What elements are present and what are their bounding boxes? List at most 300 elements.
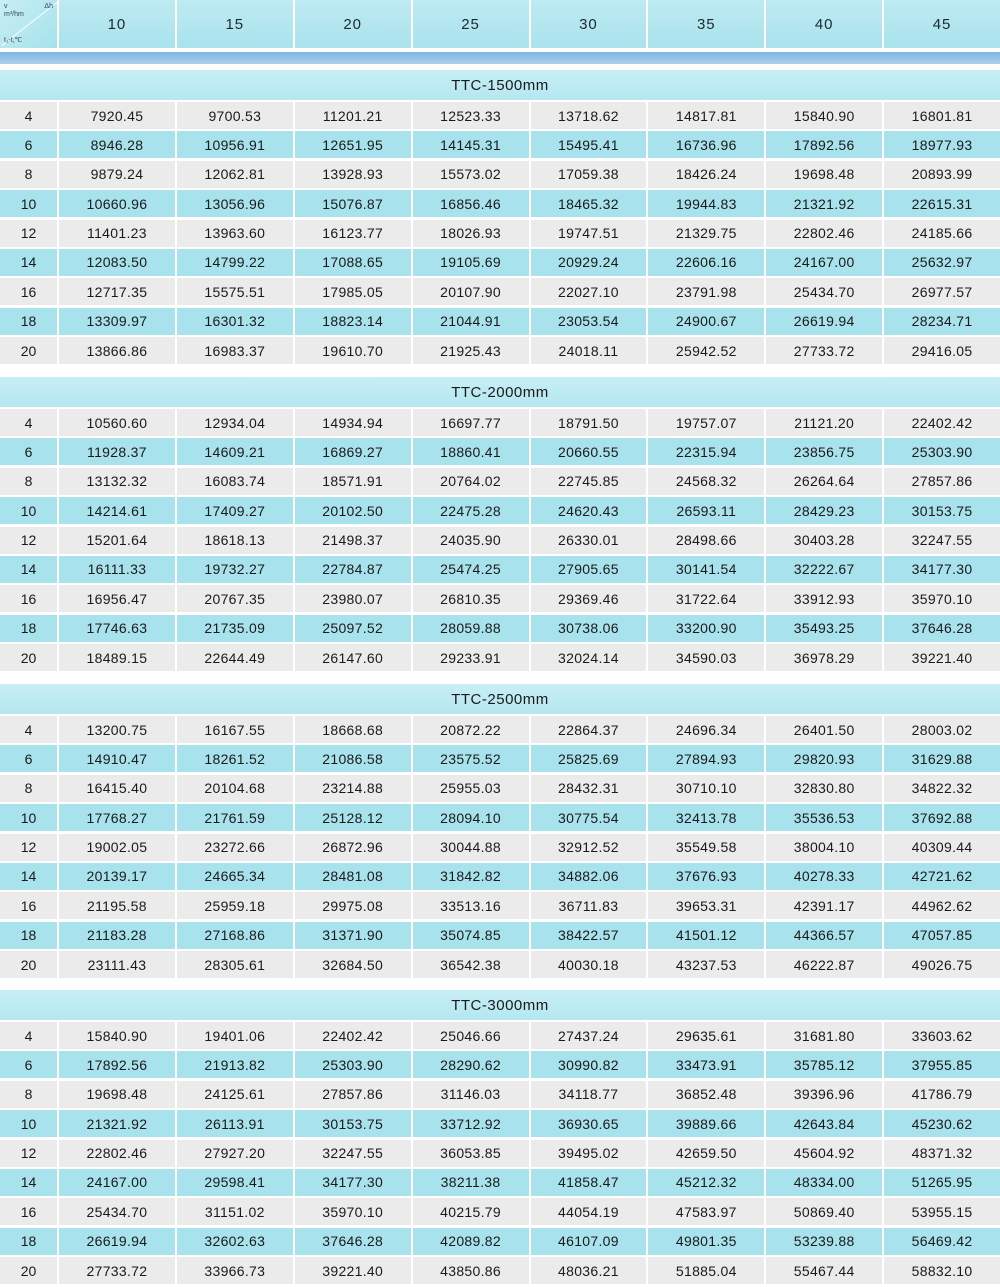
table-cell: 22784.87 bbox=[295, 556, 411, 583]
table-cell: 33513.16 bbox=[413, 892, 529, 919]
table-cell: 21044.91 bbox=[413, 308, 529, 335]
table-row bbox=[0, 1022, 1000, 1049]
row-header-cell: 4 bbox=[0, 716, 57, 743]
table-row bbox=[0, 745, 1000, 772]
corner-dh-label: Δh bbox=[44, 3, 53, 10]
table-cell: 29369.46 bbox=[531, 585, 647, 612]
table-cell: 25046.66 bbox=[413, 1022, 529, 1049]
table-row bbox=[0, 863, 1000, 890]
table-cell: 27857.86 bbox=[295, 1081, 411, 1108]
table-section bbox=[0, 990, 1000, 1287]
table-cell: 14934.94 bbox=[295, 409, 411, 436]
table-cell: 26264.64 bbox=[766, 468, 882, 495]
table-cell: 13718.62 bbox=[531, 102, 647, 129]
table-cell: 21329.75 bbox=[648, 220, 764, 247]
table-cell: 16123.77 bbox=[295, 220, 411, 247]
table-cell: 18261.52 bbox=[177, 745, 293, 772]
table-cell: 42659.50 bbox=[648, 1140, 764, 1167]
table-cell: 23214.88 bbox=[295, 775, 411, 802]
table-cell: 44962.62 bbox=[884, 892, 1000, 919]
table-row bbox=[0, 337, 1000, 364]
row-header-cell: 10 bbox=[0, 497, 57, 524]
table-row bbox=[0, 1169, 1000, 1196]
table-cell: 20102.50 bbox=[295, 497, 411, 524]
table-cell: 11401.23 bbox=[59, 220, 175, 247]
table-row bbox=[0, 249, 1000, 276]
table-cell: 39396.96 bbox=[766, 1081, 882, 1108]
table-cell: 18823.14 bbox=[295, 308, 411, 335]
table-cell: 22027.10 bbox=[531, 278, 647, 305]
table-cell: 17892.56 bbox=[59, 1051, 175, 1078]
table-cell: 11201.21 bbox=[295, 102, 411, 129]
table-cell: 21925.43 bbox=[413, 337, 529, 364]
table-row bbox=[0, 161, 1000, 188]
row-header-cell: 20 bbox=[0, 951, 57, 978]
table-cell: 24696.34 bbox=[648, 716, 764, 743]
table-cell: 13928.93 bbox=[295, 161, 411, 188]
table-cell: 39653.31 bbox=[648, 892, 764, 919]
table-cell: 20104.68 bbox=[177, 775, 293, 802]
table-cell: 45230.62 bbox=[884, 1110, 1000, 1137]
table-cell: 37676.93 bbox=[648, 863, 764, 890]
table-cell: 14910.47 bbox=[59, 745, 175, 772]
table-cell: 16856.46 bbox=[413, 190, 529, 217]
table-cell: 14799.22 bbox=[177, 249, 293, 276]
table-cell: 23575.52 bbox=[413, 745, 529, 772]
table-cell: 30153.75 bbox=[295, 1110, 411, 1137]
table-cell: 11928.37 bbox=[59, 438, 175, 465]
table-cell: 28305.61 bbox=[177, 951, 293, 978]
column-header: 25 bbox=[413, 0, 529, 48]
table-cell: 23980.07 bbox=[295, 585, 411, 612]
table-cell: 37646.28 bbox=[295, 1228, 411, 1255]
table-cell: 23272.66 bbox=[177, 834, 293, 861]
table-cell: 25128.12 bbox=[295, 804, 411, 831]
table-cell: 16801.81 bbox=[884, 102, 1000, 129]
table-section bbox=[0, 377, 1000, 674]
table-cell: 13132.32 bbox=[59, 468, 175, 495]
table-cell: 25959.18 bbox=[177, 892, 293, 919]
table-cell: 18618.13 bbox=[177, 527, 293, 554]
table-cell: 16167.55 bbox=[177, 716, 293, 743]
table-cell: 36978.29 bbox=[766, 644, 882, 671]
table-cell: 10660.96 bbox=[59, 190, 175, 217]
table-cell: 31722.64 bbox=[648, 585, 764, 612]
table-row bbox=[0, 1257, 1000, 1284]
row-header-cell: 16 bbox=[0, 892, 57, 919]
table-cell: 18026.93 bbox=[413, 220, 529, 247]
table-cell: 26619.94 bbox=[766, 308, 882, 335]
table-cell: 21121.20 bbox=[766, 409, 882, 436]
table-cell: 25434.70 bbox=[59, 1198, 175, 1225]
table-cell: 28432.31 bbox=[531, 775, 647, 802]
table-cell: 28059.88 bbox=[413, 615, 529, 642]
row-header-cell: 4 bbox=[0, 102, 57, 129]
table-cell: 12651.95 bbox=[295, 131, 411, 158]
table-cell: 33603.62 bbox=[884, 1022, 1000, 1049]
table-cell: 44054.19 bbox=[531, 1198, 647, 1225]
table-row bbox=[0, 951, 1000, 978]
table-cell: 28429.23 bbox=[766, 497, 882, 524]
table-cell: 24125.61 bbox=[177, 1081, 293, 1108]
table-cell: 36053.85 bbox=[413, 1140, 529, 1167]
table-cell: 12717.35 bbox=[59, 278, 175, 305]
row-header-cell: 6 bbox=[0, 438, 57, 465]
table-cell: 35493.25 bbox=[766, 615, 882, 642]
table-cell: 27857.86 bbox=[884, 468, 1000, 495]
table-cell: 50869.40 bbox=[766, 1198, 882, 1225]
table-cell: 48334.00 bbox=[766, 1169, 882, 1196]
table-cell: 22402.42 bbox=[295, 1022, 411, 1049]
table-cell: 34882.06 bbox=[531, 863, 647, 890]
column-header: 35 bbox=[648, 0, 764, 48]
table-cell: 19698.48 bbox=[766, 161, 882, 188]
row-header-cell: 14 bbox=[0, 556, 57, 583]
table-cell: 28234.71 bbox=[884, 308, 1000, 335]
table-cell: 26872.96 bbox=[295, 834, 411, 861]
table-cell: 14817.81 bbox=[648, 102, 764, 129]
table-cell: 26593.11 bbox=[648, 497, 764, 524]
table-row bbox=[0, 468, 1000, 495]
row-header-cell: 12 bbox=[0, 834, 57, 861]
table-cell: 25303.90 bbox=[884, 438, 1000, 465]
row-header-cell: 16 bbox=[0, 278, 57, 305]
table-cell: 27905.65 bbox=[531, 556, 647, 583]
table-cell: 12062.81 bbox=[177, 161, 293, 188]
row-header-cell: 16 bbox=[0, 585, 57, 612]
table-cell: 41858.47 bbox=[531, 1169, 647, 1196]
table-cell: 27733.72 bbox=[59, 1257, 175, 1284]
table-row bbox=[0, 220, 1000, 247]
table-cell: 45604.92 bbox=[766, 1140, 882, 1167]
table-cell: 13866.86 bbox=[59, 337, 175, 364]
table-cell: 20764.02 bbox=[413, 468, 529, 495]
table-cell: 18791.50 bbox=[531, 409, 647, 436]
table-row bbox=[0, 1081, 1000, 1108]
row-header-cell: 8 bbox=[0, 775, 57, 802]
row-header-cell: 8 bbox=[0, 468, 57, 495]
table-cell: 30738.06 bbox=[531, 615, 647, 642]
section-title: TTC-1500mm bbox=[0, 70, 1000, 100]
corner-unit-label: m³/hm bbox=[4, 11, 24, 18]
table-cell: 15076.87 bbox=[295, 190, 411, 217]
table-cell: 20107.90 bbox=[413, 278, 529, 305]
table-cell: 22745.85 bbox=[531, 468, 647, 495]
table-cell: 27733.72 bbox=[766, 337, 882, 364]
table-cell: 17088.65 bbox=[295, 249, 411, 276]
corner-temperature-label: t₁-t,℃ bbox=[4, 37, 23, 44]
table-cell: 29598.41 bbox=[177, 1169, 293, 1196]
table-cell: 40278.33 bbox=[766, 863, 882, 890]
table-cell: 29635.61 bbox=[648, 1022, 764, 1049]
table-cell: 19944.83 bbox=[648, 190, 764, 217]
table-row bbox=[0, 615, 1000, 642]
table-cell: 58832.10 bbox=[884, 1257, 1000, 1284]
table-cell: 25097.52 bbox=[295, 615, 411, 642]
table-cell: 18465.32 bbox=[531, 190, 647, 217]
table-cell: 25955.03 bbox=[413, 775, 529, 802]
section-title: TTC-3000mm bbox=[0, 990, 1000, 1020]
table-cell: 18489.15 bbox=[59, 644, 175, 671]
table-cell: 20893.99 bbox=[884, 161, 1000, 188]
table-cell: 25303.90 bbox=[295, 1051, 411, 1078]
table-cell: 31842.82 bbox=[413, 863, 529, 890]
table-row bbox=[0, 556, 1000, 583]
table-cell: 21321.92 bbox=[766, 190, 882, 217]
table-cell: 14145.31 bbox=[413, 131, 529, 158]
table-cell: 40309.44 bbox=[884, 834, 1000, 861]
table-cell: 33966.73 bbox=[177, 1257, 293, 1284]
table-cell: 33912.93 bbox=[766, 585, 882, 612]
table-cell: 22802.46 bbox=[766, 220, 882, 247]
table-cell: 46107.09 bbox=[531, 1228, 647, 1255]
table-row bbox=[0, 922, 1000, 949]
table-cell: 14609.21 bbox=[177, 438, 293, 465]
table-cell: 32602.63 bbox=[177, 1228, 293, 1255]
table-cell: 24018.11 bbox=[531, 337, 647, 364]
table-cell: 40215.79 bbox=[413, 1198, 529, 1225]
table-cell: 7920.45 bbox=[59, 102, 175, 129]
table-section bbox=[0, 684, 1000, 981]
table-cell: 19698.48 bbox=[59, 1081, 175, 1108]
table-cell: 21321.92 bbox=[59, 1110, 175, 1137]
table-cell: 23856.75 bbox=[766, 438, 882, 465]
table-cell: 16697.77 bbox=[413, 409, 529, 436]
table-cell: 25632.97 bbox=[884, 249, 1000, 276]
table-cell: 26401.50 bbox=[766, 716, 882, 743]
table-cell: 25942.52 bbox=[648, 337, 764, 364]
row-header-cell: 4 bbox=[0, 409, 57, 436]
table-cell: 9700.53 bbox=[177, 102, 293, 129]
table-cell: 16956.47 bbox=[59, 585, 175, 612]
table-row bbox=[0, 527, 1000, 554]
table-cell: 19002.05 bbox=[59, 834, 175, 861]
column-header: 20 bbox=[295, 0, 411, 48]
row-header-cell: 6 bbox=[0, 1051, 57, 1078]
table-cell: 31371.90 bbox=[295, 922, 411, 949]
table-cell: 22475.28 bbox=[413, 497, 529, 524]
table-cell: 17892.56 bbox=[766, 131, 882, 158]
table-cell: 28003.02 bbox=[884, 716, 1000, 743]
table-cell: 18571.91 bbox=[295, 468, 411, 495]
row-header-cell: 18 bbox=[0, 308, 57, 335]
table-cell: 20767.35 bbox=[177, 585, 293, 612]
table-row bbox=[0, 190, 1000, 217]
table-cell: 16736.96 bbox=[648, 131, 764, 158]
table-cell: 21498.37 bbox=[295, 527, 411, 554]
table-cell: 24568.32 bbox=[648, 468, 764, 495]
table-cell: 12934.04 bbox=[177, 409, 293, 436]
table-cell: 27168.86 bbox=[177, 922, 293, 949]
table-row bbox=[0, 1110, 1000, 1137]
row-header-cell: 18 bbox=[0, 1228, 57, 1255]
table-cell: 8946.28 bbox=[59, 131, 175, 158]
table-cell: 39889.66 bbox=[648, 1110, 764, 1137]
table-cell: 18668.68 bbox=[295, 716, 411, 743]
table-cell: 31629.88 bbox=[884, 745, 1000, 772]
row-header-cell: 14 bbox=[0, 249, 57, 276]
table-cell: 53955.15 bbox=[884, 1198, 1000, 1225]
table-cell: 39221.40 bbox=[884, 644, 1000, 671]
table-row bbox=[0, 438, 1000, 465]
table-header bbox=[0, 0, 1000, 50]
table-cell: 10956.91 bbox=[177, 131, 293, 158]
table-cell: 23111.43 bbox=[59, 951, 175, 978]
table-cell: 40030.18 bbox=[531, 951, 647, 978]
corner-header-cell bbox=[0, 0, 57, 48]
table-cell: 24185.66 bbox=[884, 220, 1000, 247]
corner-v-label bbox=[4, 3, 24, 19]
table-cell: 31681.80 bbox=[766, 1022, 882, 1049]
table-cell: 16983.37 bbox=[177, 337, 293, 364]
row-header-cell: 10 bbox=[0, 190, 57, 217]
table-cell: 15573.02 bbox=[413, 161, 529, 188]
table-cell: 34118.77 bbox=[531, 1081, 647, 1108]
table-cell: 15495.41 bbox=[531, 131, 647, 158]
table-cell: 21195.58 bbox=[59, 892, 175, 919]
table-cell: 23791.98 bbox=[648, 278, 764, 305]
table-cell: 24167.00 bbox=[766, 249, 882, 276]
table-cell: 22615.31 bbox=[884, 190, 1000, 217]
table-cell: 38422.57 bbox=[531, 922, 647, 949]
table-cell: 29233.91 bbox=[413, 644, 529, 671]
table-cell: 19610.70 bbox=[295, 337, 411, 364]
table-cell: 19732.27 bbox=[177, 556, 293, 583]
column-header: 10 bbox=[59, 0, 175, 48]
row-header-cell: 16 bbox=[0, 1198, 57, 1225]
table-row bbox=[0, 497, 1000, 524]
table-row bbox=[0, 409, 1000, 436]
table-cell: 26810.35 bbox=[413, 585, 529, 612]
table-cell: 35549.58 bbox=[648, 834, 764, 861]
table-cell: 21913.82 bbox=[177, 1051, 293, 1078]
table-cell: 51265.95 bbox=[884, 1169, 1000, 1196]
table-cell: 55467.44 bbox=[766, 1257, 882, 1284]
table-cell: 46222.87 bbox=[766, 951, 882, 978]
table-row bbox=[0, 1051, 1000, 1078]
table-cell: 36711.83 bbox=[531, 892, 647, 919]
table-cell: 17985.05 bbox=[295, 278, 411, 305]
table-cell: 47057.85 bbox=[884, 922, 1000, 949]
table-cell: 19757.07 bbox=[648, 409, 764, 436]
table-cell: 17746.63 bbox=[59, 615, 175, 642]
row-header-cell: 10 bbox=[0, 804, 57, 831]
table-cell: 38211.38 bbox=[413, 1169, 529, 1196]
table-cell: 33473.91 bbox=[648, 1051, 764, 1078]
table-cell: 22802.46 bbox=[59, 1140, 175, 1167]
table-cell: 30153.75 bbox=[884, 497, 1000, 524]
table-cell: 51885.04 bbox=[648, 1257, 764, 1284]
header-divider-band bbox=[0, 52, 1000, 64]
table-cell: 23053.54 bbox=[531, 308, 647, 335]
table-row bbox=[0, 775, 1000, 802]
table-cell: 35074.85 bbox=[413, 922, 529, 949]
table-cell: 27894.93 bbox=[648, 745, 764, 772]
table-cell: 30403.28 bbox=[766, 527, 882, 554]
table-cell: 56469.42 bbox=[884, 1228, 1000, 1255]
table-cell: 19105.69 bbox=[413, 249, 529, 276]
table-cell: 19401.06 bbox=[177, 1022, 293, 1049]
table-row bbox=[0, 644, 1000, 671]
table-row bbox=[0, 102, 1000, 129]
row-header-cell: 6 bbox=[0, 745, 57, 772]
table-cell: 26977.57 bbox=[884, 278, 1000, 305]
row-header-cell: 20 bbox=[0, 644, 57, 671]
row-header-cell: 18 bbox=[0, 615, 57, 642]
row-header-cell: 12 bbox=[0, 220, 57, 247]
table-cell: 21086.58 bbox=[295, 745, 411, 772]
table-cell: 30141.54 bbox=[648, 556, 764, 583]
table-cell: 13200.75 bbox=[59, 716, 175, 743]
table-cell: 30710.10 bbox=[648, 775, 764, 802]
table-cell: 28498.66 bbox=[648, 527, 764, 554]
table-cell: 16111.33 bbox=[59, 556, 175, 583]
table-cell: 14214.61 bbox=[59, 497, 175, 524]
table-cell: 22606.16 bbox=[648, 249, 764, 276]
table-cell: 37955.85 bbox=[884, 1051, 1000, 1078]
table-cell: 43850.86 bbox=[413, 1257, 529, 1284]
row-header-cell: 8 bbox=[0, 1081, 57, 1108]
table-row bbox=[0, 308, 1000, 335]
table-row bbox=[0, 834, 1000, 861]
table-cell: 12523.33 bbox=[413, 102, 529, 129]
section-title: TTC-2000mm bbox=[0, 377, 1000, 407]
table-cell: 21761.59 bbox=[177, 804, 293, 831]
table-cell: 32830.80 bbox=[766, 775, 882, 802]
section-title: TTC-2500mm bbox=[0, 684, 1000, 714]
table-cell: 35785.12 bbox=[766, 1051, 882, 1078]
table-row bbox=[0, 804, 1000, 831]
table-cell: 24167.00 bbox=[59, 1169, 175, 1196]
row-header-cell: 10 bbox=[0, 1110, 57, 1137]
table-cell: 42721.62 bbox=[884, 863, 1000, 890]
table-section bbox=[0, 70, 1000, 367]
table-cell: 38004.10 bbox=[766, 834, 882, 861]
table-cell: 29416.05 bbox=[884, 337, 1000, 364]
table-cell: 22864.37 bbox=[531, 716, 647, 743]
table-cell: 32684.50 bbox=[295, 951, 411, 978]
table-cell: 16415.40 bbox=[59, 775, 175, 802]
table-cell: 39221.40 bbox=[295, 1257, 411, 1284]
table-cell: 27927.20 bbox=[177, 1140, 293, 1167]
table-cell: 36930.65 bbox=[531, 1110, 647, 1137]
table-cell: 22402.42 bbox=[884, 409, 1000, 436]
table-cell: 13056.96 bbox=[177, 190, 293, 217]
corner-v-symbol: v bbox=[4, 3, 8, 10]
table-cell: 16301.32 bbox=[177, 308, 293, 335]
table-cell: 32222.67 bbox=[766, 556, 882, 583]
table-row bbox=[0, 1228, 1000, 1255]
table-cell: 48036.21 bbox=[531, 1257, 647, 1284]
table-cell: 30775.54 bbox=[531, 804, 647, 831]
row-header-cell: 12 bbox=[0, 1140, 57, 1167]
table-cell: 29820.93 bbox=[766, 745, 882, 772]
table-cell: 21735.09 bbox=[177, 615, 293, 642]
table-cell: 28481.08 bbox=[295, 863, 411, 890]
table-cell: 26619.94 bbox=[59, 1228, 175, 1255]
table-cell: 30044.88 bbox=[413, 834, 529, 861]
table-cell: 18860.41 bbox=[413, 438, 529, 465]
table-cell: 26147.60 bbox=[295, 644, 411, 671]
table-cell: 49026.75 bbox=[884, 951, 1000, 978]
table-cell: 24900.67 bbox=[648, 308, 764, 335]
table-cell: 13963.60 bbox=[177, 220, 293, 247]
table-cell: 35536.53 bbox=[766, 804, 882, 831]
row-header-cell: 18 bbox=[0, 922, 57, 949]
table-cell: 25474.25 bbox=[413, 556, 529, 583]
table-cell: 32247.55 bbox=[884, 527, 1000, 554]
row-header-cell: 8 bbox=[0, 161, 57, 188]
